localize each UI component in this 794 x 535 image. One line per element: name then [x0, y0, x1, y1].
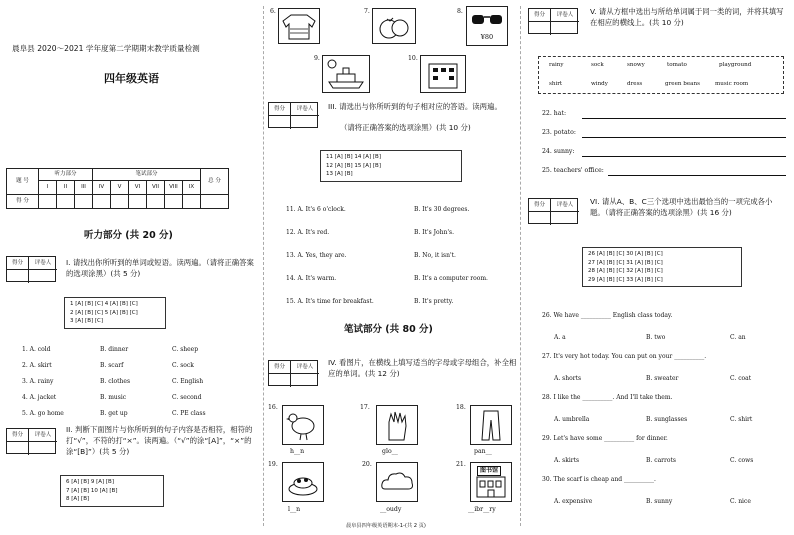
pic-label: 7. [364, 8, 370, 15]
pic-label: 8. [457, 8, 463, 15]
blank-item-label: 25. teachers' office: [542, 167, 604, 174]
score-label: 得分 [529, 199, 551, 212]
option: C. second [172, 394, 202, 401]
numeral: V [111, 181, 129, 195]
numeral: I [39, 181, 57, 195]
numeral: III [75, 181, 93, 195]
pic-label: 20. [362, 461, 372, 468]
scorer-box-1 [6, 256, 56, 282]
part4-instruction: IV. 看图片，在横线上填写适当的字母或字母组合，补全相应的单词。(共 12 分) [328, 358, 517, 378]
option: B. two [646, 334, 666, 341]
numeral: IX [183, 181, 201, 195]
option: B. clothes [100, 378, 131, 385]
option: 2. A. skirt [22, 362, 52, 369]
question: 26. We have __________ English class today. [542, 312, 673, 319]
word-blank: h__n [290, 448, 305, 455]
option: B. It's John's. [414, 229, 455, 236]
answer-row: 1 [A] [B] [C] 4 [A] [B] [C] [70, 301, 138, 307]
scorer-box-3 [268, 102, 318, 128]
word-bank-item: sock [591, 62, 604, 68]
listening-heading: 听力部分 (共 20 分) [84, 230, 173, 241]
part3-answer-box [320, 150, 462, 182]
word-blank: __ibr__ry [468, 506, 496, 513]
word-bank-item: windy [591, 81, 608, 87]
part5-items [542, 110, 786, 186]
pic-label: 17. [360, 404, 370, 411]
option: A. expensive [554, 498, 593, 505]
part3-items [286, 206, 516, 321]
option: B. sweater [646, 375, 679, 382]
option: 15. A. It's time for breakfast. [286, 298, 374, 305]
scorer-box-5 [528, 8, 578, 34]
question: 29. Let's have some __________ for dinner. [542, 435, 668, 442]
option: A. shorts [554, 375, 582, 382]
answer-row: 11 [A] [B] 14 [A] [B] [326, 154, 381, 160]
grader-label: 评卷人 [291, 361, 319, 374]
option: B. It's pretty. [414, 298, 454, 305]
word-blank: l__n [288, 506, 301, 513]
pic-label: 16. [268, 404, 278, 411]
pic-label: 10. [408, 55, 418, 62]
option: B. No, it isn't. [414, 252, 456, 259]
pic-label: 9. [314, 55, 320, 62]
lunch-picture [282, 462, 324, 502]
option: 13. A. Yes, they are. [286, 252, 347, 259]
word-blank: glo__ [382, 448, 398, 455]
option: C. English [172, 378, 204, 385]
score-row-label: 得 分 [7, 195, 39, 209]
score-label: 得分 [269, 103, 291, 116]
pic-label: 18. [456, 404, 466, 411]
part6-instruction: VI. 请从A、B、C三个选项中选出最恰当的一项完成各小题。（请将正确答案的选项涂黑）(共 16 分) [590, 197, 773, 217]
pic-label: 6. [270, 8, 276, 15]
answer-line [582, 156, 786, 157]
question: 28. I like the __________. And I'll take them. [542, 394, 673, 401]
scorer-box-6 [528, 198, 578, 224]
tomato-picture [372, 8, 416, 44]
word-blank: pan__ [474, 448, 492, 455]
answer-line [582, 137, 786, 138]
answer-row: 29 [A] [B] [C] 33 [A] [B] [C] [588, 276, 663, 283]
score-label: 得分 [7, 257, 29, 270]
option: C. shirt [730, 416, 753, 423]
part1-items [22, 346, 252, 426]
grader-label: 评卷人 [29, 257, 57, 270]
blank-item-label: 23. potato: [542, 129, 576, 136]
subject-title: 四年级英语 [104, 72, 159, 85]
score-label: 得分 [7, 429, 29, 442]
pants-picture [470, 405, 512, 445]
answer-row: 6 [A] [B] 9 [A] [B] [66, 479, 114, 485]
pic-label: 21. [456, 461, 466, 468]
word-bank-item: music room [715, 81, 749, 87]
grader-label: 评卷人 [551, 199, 579, 212]
answer-row: 28 [A] [B] [C] 32 [A] [B] [C] [588, 268, 663, 274]
footer: 晨阜县四年级英语期末-1-(共 2 页) [346, 523, 426, 529]
answer-row: 27 [A] [B] [C] 31 [A] [B] [C] [588, 259, 663, 266]
option: C. nice [730, 498, 751, 505]
part2-answer-box [60, 475, 164, 507]
price-tag: ¥80 [480, 33, 494, 41]
score-label: 得分 [529, 9, 551, 22]
option: A. a [554, 334, 566, 341]
option: A. skirts [554, 457, 580, 464]
grader-label: 评卷人 [291, 103, 319, 116]
question: 27. It's very hot today. You can put on your __________. [542, 353, 707, 360]
option: B. scarf [100, 362, 124, 369]
part3-instruction: III. 请选出与你所听到的句子相对应的答语。读两遍。 [328, 102, 502, 111]
score-label: 得分 [269, 361, 291, 374]
scorer-box-2 [6, 428, 56, 454]
grader-label: 评卷人 [551, 9, 579, 22]
word-bank-item: dress [627, 81, 643, 87]
option: 4. A. jacket [22, 394, 57, 401]
answer-row: 26 [A] [B] [C] 30 [A] [B] [C] [588, 251, 663, 257]
part6-items [542, 312, 786, 517]
option: A. umbrella [554, 416, 590, 423]
word-bank-item: rainy [549, 62, 564, 68]
sweater-picture [278, 8, 320, 44]
sunglasses-picture [466, 6, 508, 46]
part2-instruction: II. 判断下面图片与你所听到的句子内容是否相符，相符的打“√”，不符的打“×”。读两遍。（“√”的涂“[A]”，“×”的涂“[B]”）(共 5 分) [66, 425, 253, 456]
answer-row: 12 [A] [B] 15 [A] [B] [326, 162, 381, 169]
option: C. coat [730, 375, 752, 382]
score-table-row1-label: 题 号 [7, 169, 39, 195]
part6-answer-box [582, 247, 742, 287]
option: B. It's a computer room. [414, 275, 488, 282]
option: 14. A. It's warm. [286, 275, 337, 282]
answer-row: 3 [A] [B] [C] [70, 318, 103, 324]
answer-row: 13 [A] [B] [326, 171, 353, 177]
word-bank-item: tomato [667, 62, 687, 68]
exam-title: 晨阜县 2020～2021 学年度第二学期期末教学质量检测 [12, 44, 200, 53]
answer-row: 8 [A] [B] [66, 496, 90, 502]
option: C. sock [172, 362, 194, 369]
option: 12. A. It's red. [286, 229, 330, 236]
option: B. dinner [100, 346, 129, 353]
option: B. carrots [646, 457, 676, 464]
grader-label: 评卷人 [29, 429, 57, 442]
numeral: VIII [165, 181, 183, 195]
numeral: VII [147, 181, 165, 195]
listening-header: 听力部分 [39, 169, 93, 181]
blank-item-label: 24. sunny: [542, 148, 575, 155]
scorer-box-4 [268, 360, 318, 386]
option: B. get up [100, 410, 128, 417]
answer-line [582, 118, 786, 119]
answer-row: 2 [A] [B] [C] 5 [A] [B] [C] [70, 309, 138, 316]
option: 3. A. rainy [22, 378, 54, 385]
word-bank-item: green beans [665, 81, 700, 87]
ship-picture [322, 55, 370, 93]
option: C. PE class [172, 410, 206, 417]
written-heading: 笔试部分 (共 80 分) [344, 324, 433, 335]
part1-answer-box [64, 297, 166, 329]
option: 5. A. go home [22, 410, 64, 417]
pic-label: 19. [268, 461, 278, 468]
option: 1. A. cold [22, 346, 51, 353]
word-bank-item: shirt [549, 81, 563, 87]
blank-item-label: 22. hat: [542, 110, 567, 117]
option: B. sunglasses [646, 416, 688, 423]
word-bank-item: snowy [627, 62, 645, 68]
library-picture [470, 462, 512, 502]
part5-instruction: V. 请从方框中选出与所给单词属于同一类的词，并将其填写在相应的横线上。(共 10 分) [590, 7, 784, 27]
score-table [6, 168, 229, 209]
option: B. It's 30 degrees. [414, 206, 470, 213]
answer-row: 7 [A] [B] 10 [A] [B] [66, 487, 118, 494]
written-header: 笔试部分 [93, 169, 201, 181]
option: C. cows [730, 457, 754, 464]
hen-picture [282, 405, 324, 445]
word-bank-item: playground [719, 62, 752, 68]
option: B. sunny [646, 498, 673, 505]
answer-line [608, 175, 786, 176]
library-sign: 图书馆 [477, 466, 501, 476]
cloud-picture [376, 462, 418, 502]
word-blank: __oudy [380, 506, 402, 513]
numeral: VI [129, 181, 147, 195]
part1-instruction: I. 请找出你所听到的单词或短语。读两遍。（请将正确答案的选项涂黑）(共 5 分) [66, 258, 254, 278]
word-bank [538, 56, 784, 94]
option: B. music [100, 394, 127, 401]
option: C. sheep [172, 346, 199, 353]
option: 11. A. It's 6 o'clock. [286, 206, 346, 213]
glove-picture [376, 405, 418, 445]
numeral: II [57, 181, 75, 195]
question: 30. The scarf is cheap and __________. [542, 476, 656, 483]
total-header: 总 分 [201, 169, 229, 195]
numeral: IV [93, 181, 111, 195]
option: C. an [730, 334, 746, 341]
part3-note: （请将正确答案的选项涂黑）(共 10 分) [340, 123, 471, 132]
building-picture [420, 55, 466, 93]
